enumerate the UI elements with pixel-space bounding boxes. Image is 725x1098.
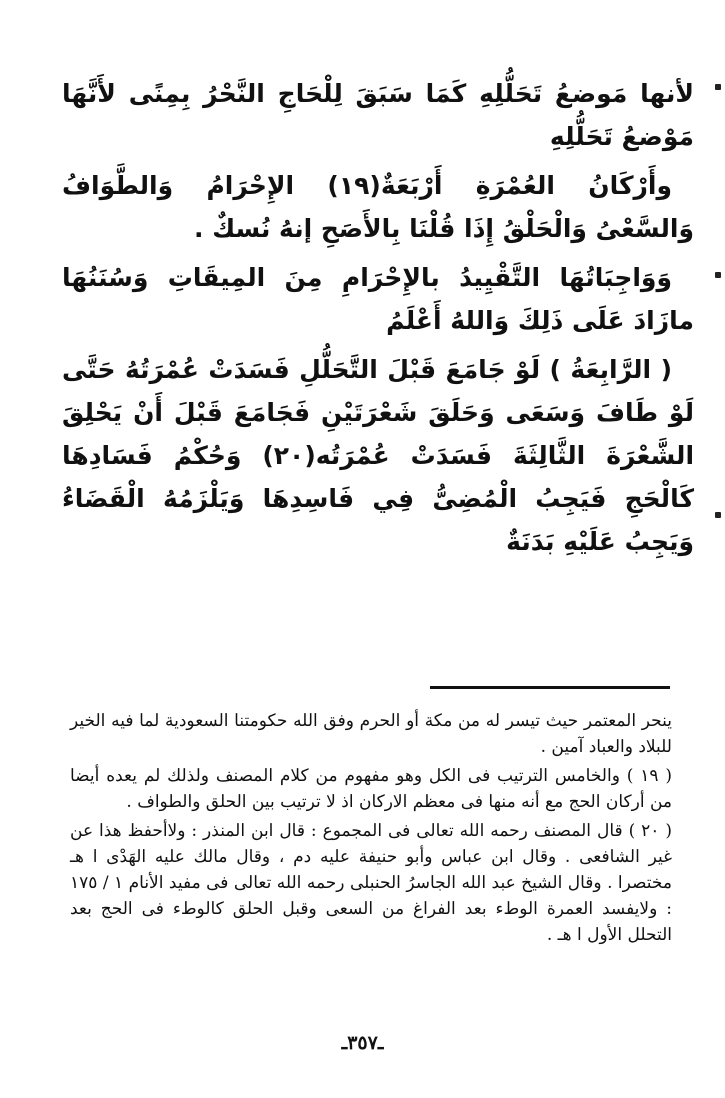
paragraph-3: وَوَاجِبَاتُهَا التَّقْيِيدُ بالإِحْرَامِ مِنَ المِيقَاتِ وَسُنَنُهَا مازَادَ عَلَى ذَلِكَ وَاللهُ أَعْلَمُ xyxy=(62,263,694,335)
footnote-divider xyxy=(430,686,670,689)
footnotes xyxy=(70,708,672,951)
paragraph-2: وأَرْكَانُ العُمْرَةِ أَرْبَعَةٌ(١٩) الإِحْرَامُ وَالطَّوَافُ وَالسَّعْىُ وَالْحَلْقُ إِذَا قُلْنَا بِالأَصَحِ إنهُ نُسكٌ . xyxy=(62,171,694,243)
paragraph-1: لأنها مَوضعُ تَحَلُّلِهِ كَمَا سَبَقَ لِلْحَاجِ النَّحْرُ بِمِنًى لأَنَّهَا مَوْضعُ تَحَلُّلِهِ xyxy=(62,79,694,151)
footnote-continuation: ينحر المعتمر حيث تيسر له من مكة أو الحرم وفق الله حكومتنا السعودية لما فيه الخير للبلاد والعباد آمين . xyxy=(70,711,672,757)
margin-mark xyxy=(715,512,721,518)
margin-mark xyxy=(715,272,721,278)
footnote-19: ( ١٩ ) والخامس الترتيب فى الكل وهو مفهوم من كلام المصنف ولذلك لم يعده أيضا من أركان الحج مع أنه منها فى معظم الاركان اذ لا ترتيب بين الحلق والطواف . xyxy=(70,766,672,812)
margin-mark xyxy=(715,84,721,90)
paragraph-4: ( الرَّابِعَةُ ) لَوْ جَامَعَ قَبْلَ التَّحَلُّلِ فَسَدَتْ عُمْرَتُهُ حَتَّى لَوْ طَافَ وَسَعَى وَحَلَقَ شَعْرَتَيْنِ فَجَامَعَ قَبْلَ أَنْ يَحْلِقَ الشَّعْرَةَ الثَّالِثَةَ فَسَدَتْ عُمْرَتُه(٢٠) وَحُكْمُ فَسَادِهَا كَالْحَجِ فَيَجِبُ الْمُضِىُّ فِي فَاسِدِهَا وَيَلْزَمُهُ الْقَضَاءُ وَيَجِبُ عَلَيْهِ بَدَنَةٌ xyxy=(62,355,695,556)
page-number: ـ٣٥٧ـ xyxy=(341,1032,384,1054)
footnote-20: ( ٢٠ ) قال المصنف رحمه الله تعالى فى المجموع : قال ابن المنذر : ولاأحفظ هذا عن غير الشافعى . وقال ابن عباس وأبو حنيفة عليه دم ، وقال مالك عليه الهَدْى ا هـ مختصرا . وقال الشيخ عبد الله الجاسرُ الحنبلى رحمه الله تعالى فى مفيد الأنام ١ / ١٧٥ : ولايفسد العمرة الوطء بعد الفراغ من السعى وقبل الحلق كالوطء فى الحج بعد التحلل الأول ا هـ . xyxy=(70,821,672,945)
main-body-text xyxy=(62,72,694,569)
